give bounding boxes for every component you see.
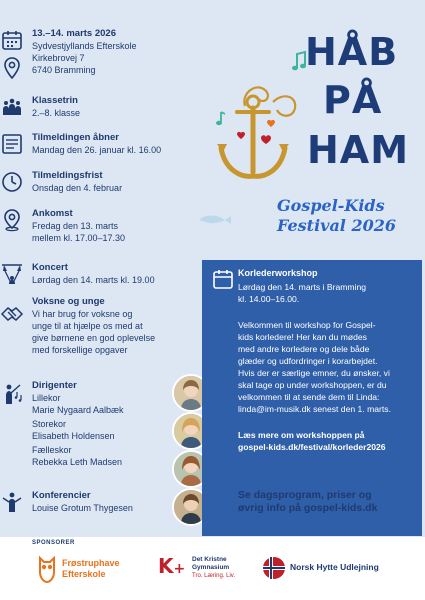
workshop-when2: kl. 14.00–16.00. (238, 294, 300, 304)
workshop-body-1: Velkommen til workshop for Gospel- (238, 320, 376, 330)
arrival-line2: mellem kl. 17.00–17.30 (32, 233, 126, 243)
cta-line1: Se dagsprogram, priser og (238, 489, 372, 501)
cta-line2[interactable]: øvrig info på gospel-kids.dk (238, 502, 378, 514)
workshop-body-7: velkommen til at sende dem til Linda: (238, 392, 380, 402)
choir-small: Lillekor (32, 393, 61, 403)
sponsor-norsk-hytte (262, 550, 422, 590)
workshop-body-4: glæder og udfordringer i korarbejdet. (238, 356, 378, 366)
workshop-when1: Lørdag den 14. marts i Bramming (238, 282, 367, 292)
info-concert (32, 262, 212, 286)
hero-subtitle2: Festival 2026 (277, 216, 396, 235)
info-grade (32, 95, 212, 119)
host-icon (0, 490, 24, 514)
signup-open-title: Tilmeldingen åbner (32, 132, 119, 143)
volunteers-line1: Vi har brug for voksne og (32, 309, 133, 319)
conductors-title: Dirigenter (32, 380, 77, 391)
info-signup-open (32, 132, 212, 156)
info-deadline (32, 170, 212, 194)
clock-icon (0, 170, 24, 194)
grade-title: Klassetrin (32, 95, 78, 106)
hero-title-block (215, 10, 420, 250)
stage-lights-icon (0, 262, 24, 286)
hero-line3: HAM (307, 128, 410, 172)
deadline-title: Tilmeldingsfrist (32, 170, 103, 181)
norway-flag-icon (262, 556, 286, 580)
conductor-large: Elisabeth Holdensen (32, 431, 115, 441)
choir-large: Storekor (32, 419, 67, 429)
workshop-body-2: kids korledere! Her kan du mødes (238, 332, 367, 342)
signup-open-text: Mandag den 26. januar kl. 16.00 (32, 145, 162, 155)
calendar-icon (0, 28, 24, 52)
choir-joint: Fælleskor (32, 445, 72, 455)
cta-block (238, 489, 418, 515)
event-street: Kirkebrovej 7 (32, 53, 85, 63)
workshop-body-8[interactable]: linda@im-musik.dk senest den 1. marts. (238, 404, 391, 414)
owl-logo-icon (36, 554, 58, 584)
signup-form-icon (0, 132, 24, 156)
arrival-title: Ankomst (32, 208, 73, 219)
sponsor-frostruphave (36, 550, 146, 590)
sponsor2-line3: Tro. Læring. Liv. (192, 573, 236, 579)
sponsor2-line2: Gymnasium (192, 564, 230, 571)
volunteers-title: Voksne og unge (32, 296, 105, 307)
workshop-more-link[interactable]: gospel-kids.dk/festival/korleder2026 (238, 442, 386, 452)
workshop-body-5: Hvis der er særlige emner, du ønsker, vi (238, 368, 390, 378)
event-city: 6740 Bramming (32, 65, 96, 75)
sponsor1-line2: Efterskole (62, 569, 106, 579)
dkg-logo-icon: K+ (158, 554, 186, 578)
calendar-icon (212, 268, 234, 290)
workshop-title: Korlederworkshop (238, 268, 318, 278)
conductor-joint: Rebekka Leth Madsen (32, 457, 123, 467)
deadline-text: Onsdag den 4. februar (32, 183, 123, 193)
workshop-body-3: med andre korledere og dele både (238, 344, 370, 354)
workshop-body-6: skal tage op under workshoppen, er du (238, 380, 387, 390)
sponsor-dkg (158, 550, 258, 590)
location-pin-icon (0, 56, 24, 80)
event-venue: Sydvestjyllands Efterskole (32, 41, 137, 51)
workshop-more1: Læs mere om workshoppen på (238, 430, 365, 440)
conductor-icon (0, 382, 24, 406)
hero-subtitle1: Gospel-Kids (277, 196, 385, 215)
volunteers-line4: med forskellige opgaver (32, 345, 128, 355)
concert-title: Koncert (32, 262, 68, 273)
host-name: Louise Grotum Thygesen (32, 503, 133, 513)
info-volunteers (32, 296, 212, 356)
info-arrival (32, 208, 212, 244)
handshake-icon (0, 300, 24, 324)
arrival-line1: Fredag den 13. marts (32, 221, 119, 231)
children-icon (0, 95, 24, 119)
whale-icon (197, 210, 237, 226)
sponsor2-line1: Det Kristne (192, 556, 227, 563)
sponsors-label: SPONSORER (32, 540, 75, 546)
concert-text: Lørdag den 14. marts kl. 19.00 (32, 275, 155, 285)
event-dates: 13.–14. marts 2026 (32, 28, 116, 39)
volunteers-line3: give børnene en god oplevelse (32, 333, 156, 343)
conductor-small: Marie Nygaard Aalbæk (32, 405, 124, 415)
sponsor1-line1: Frøstruphave (62, 558, 120, 568)
host-title: Konferencier (32, 490, 91, 501)
info-dates (32, 28, 212, 76)
volunteers-line2: unge til at hjælpe os med at (32, 321, 143, 331)
hero-line1: HÅB (305, 30, 399, 74)
arrival-pin-icon (0, 208, 24, 232)
hero-line2: PÅ (323, 78, 383, 122)
sponsor3-name: Norsk Hytte Udlejning (290, 562, 379, 572)
grade-text: 2.–8. klasse (32, 108, 81, 118)
